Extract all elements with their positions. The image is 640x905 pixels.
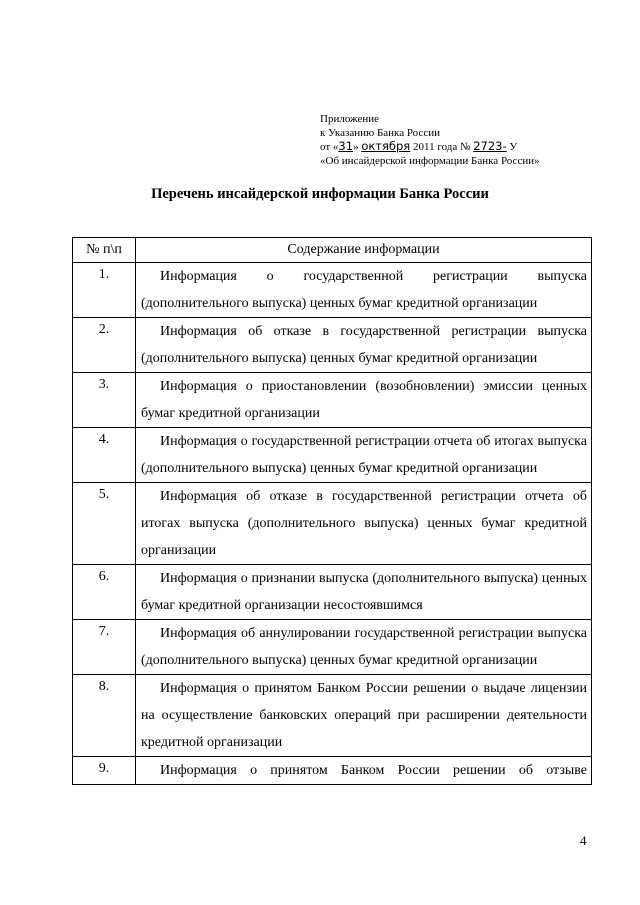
column-header-number: № п\п <box>73 238 136 263</box>
table-row <box>73 318 592 373</box>
date-prefix: от « <box>320 141 339 153</box>
table-row <box>73 428 592 483</box>
row-number: 1. <box>73 263 136 318</box>
row-number: 9. <box>73 757 136 785</box>
column-header-content: Содержание информации <box>136 238 592 263</box>
row-content: Информация об аннулировании государственной регистрации выпуска (дополнительного выпуска) ценных бумаг кредитной организации <box>136 620 592 675</box>
appendix-date-number <box>320 140 540 155</box>
handwritten-month: октября <box>361 139 411 153</box>
row-content: Информация об отказе в государственной регистрации отчета об итогах выпуска (дополнительного выпуска) ценных бумаг кредитной организации <box>136 483 592 565</box>
row-content: Информация о принятом Банком России решении об отзыве <box>136 757 592 785</box>
handwritten-doc-number: 2723- <box>473 139 507 153</box>
table-row <box>73 675 592 757</box>
row-content: Информация о принятом Банком России решении о выдаче лицензии на осуществление банковских операций при расширении деятельности кредитной организации <box>136 675 592 757</box>
table-row <box>73 620 592 675</box>
appendix-subject: «Об инсайдерской информации Банка России» <box>320 154 540 167</box>
table-row <box>73 263 592 318</box>
row-content: Информация о государственной регистрации выпуска (дополнительного выпуска) ценных бумаг кредитной организации <box>136 263 592 318</box>
insider-info-table <box>72 237 592 785</box>
row-content: Информация о государственной регистрации отчета об итогах выпуска (дополнительного выпуска) ценных бумаг кредитной организации <box>136 428 592 483</box>
table-row <box>73 565 592 620</box>
row-number: 4. <box>73 428 136 483</box>
page-number: 4 <box>580 833 587 848</box>
row-number: 5. <box>73 483 136 565</box>
row-number: 6. <box>73 565 136 620</box>
row-number: 8. <box>73 675 136 757</box>
appendix-reference: к Указанию Банка России <box>320 126 440 139</box>
year-text: 2011 года № <box>412 141 471 153</box>
row-content: Информация об отказе в государственной регистрации выпуска (дополнительного выпуска) ценных бумаг кредитной организации <box>136 318 592 373</box>
table-header-row <box>73 238 592 263</box>
table-row <box>73 757 592 785</box>
doc-suffix: У <box>509 141 518 153</box>
appendix-label: Приложение <box>320 113 380 125</box>
row-number: 7. <box>73 620 136 675</box>
table-row <box>73 483 592 565</box>
row-number: 2. <box>73 318 136 373</box>
date-quote: » <box>353 141 359 153</box>
row-content: Информация о признании выпуска (дополнительного выпуска) ценных бумаг кредитной организации несостоявшимся <box>136 565 592 620</box>
handwritten-day: 31 <box>338 139 354 153</box>
row-number: 3. <box>73 373 136 428</box>
row-content: Информация о приостановлении (возобновлении) эмиссии ценных бумаг кредитной организации <box>136 373 592 428</box>
table-row <box>73 373 592 428</box>
appendix-header <box>320 113 540 168</box>
document-title: Перечень инсайдерской информации Банка России <box>151 186 489 202</box>
